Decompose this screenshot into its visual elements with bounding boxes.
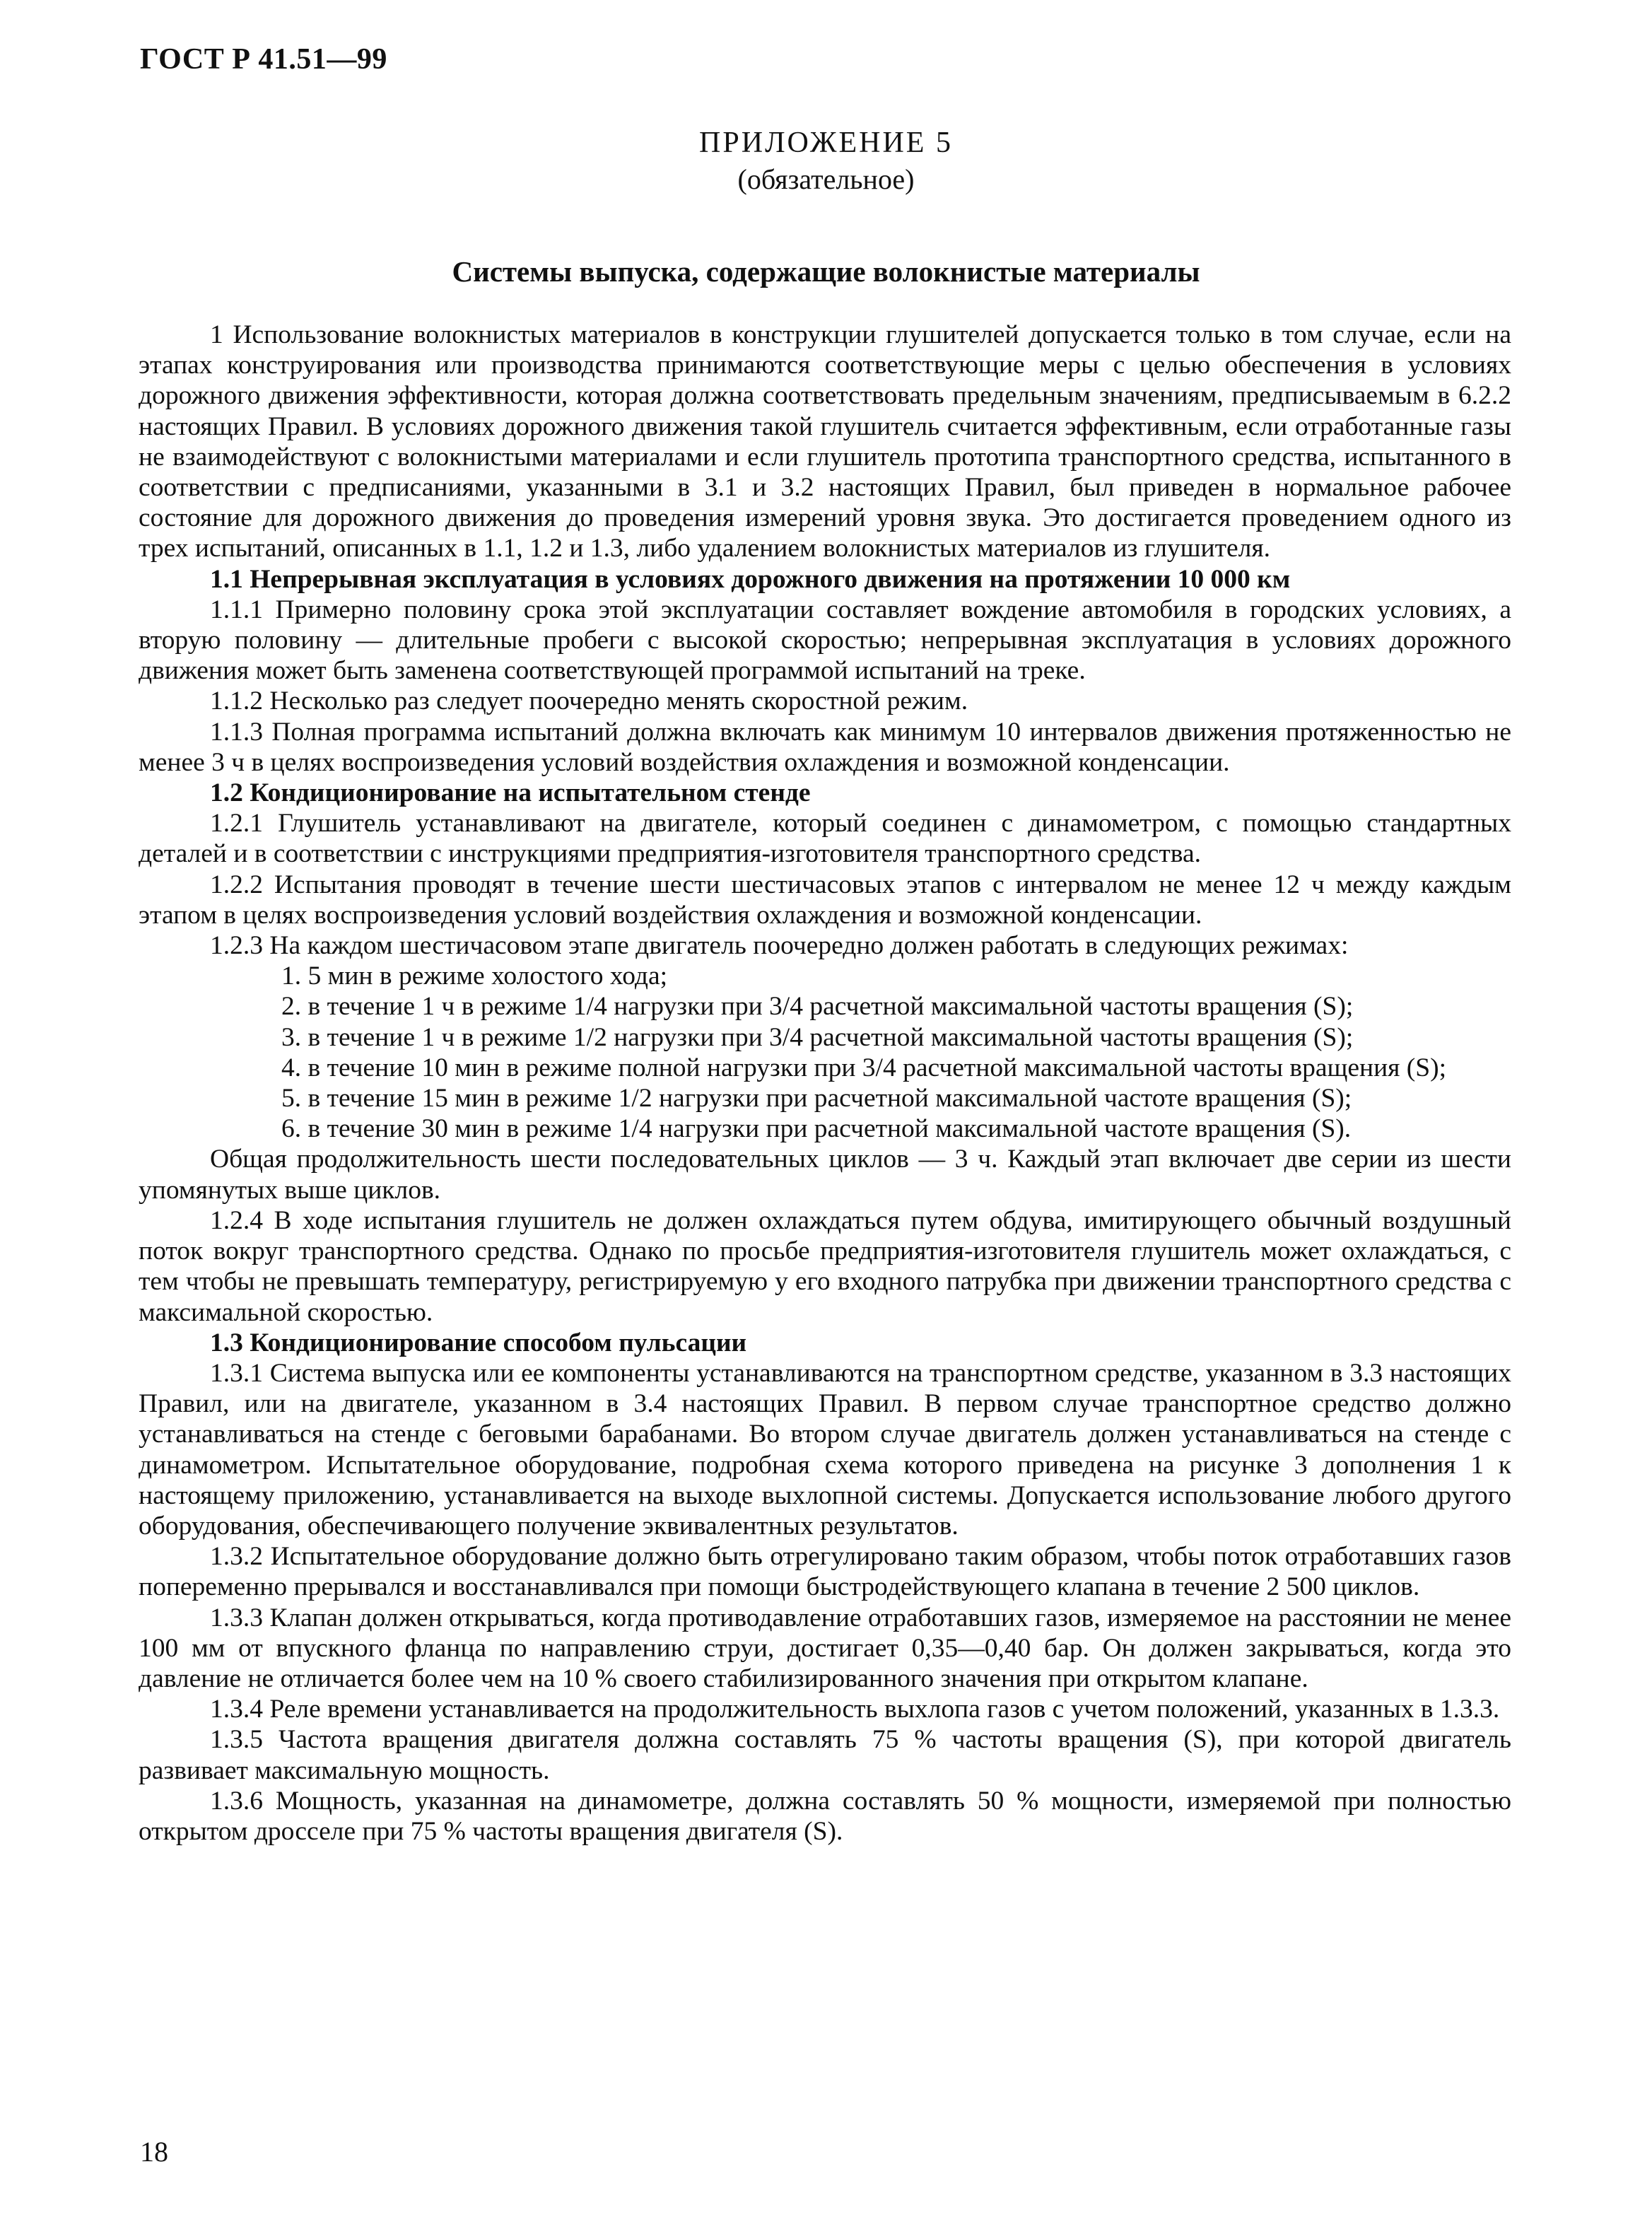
page-number: 18 [140, 2136, 168, 2168]
list-item-6: 6. в течение 30 мин в режиме 1/4 нагрузки при расчетной максимальной частоте вращения (S). [281, 1114, 1352, 1144]
appendix-subtitle: (обязательное) [737, 163, 915, 195]
paragraph-1-2-1: 1.2.1 Глушитель устанавливают на двигателе, который соединен с динамометром, с помощью стандартных деталей и в соответствии с инструкциями предприятия-изготовителя транспортного средства. [139, 809, 1511, 869]
paragraph-1-2-3: 1.2.3 На каждом шестичасовом этапе двигатель поочередно должен работать в следующих режимах: [210, 931, 1349, 961]
paragraph-1-2-3-summary: Общая продолжительность шести последовательных циклов — 3 ч. Каждый этап включает две серии из шести упомянутых выше циклов. [139, 1145, 1511, 1205]
subheading-1-3: 1.3 Кондиционирование способом пульсации [210, 1328, 747, 1357]
subheading-1-1: 1.1 Непрерывная эксплуатация в условиях дорожного движения на протяжении 10 000 км [210, 564, 1291, 594]
list-item-5: 5. в течение 15 мин в режиме 1/2 нагрузки при расчетной максимальной частоте вращения (S); [281, 1084, 1352, 1114]
paragraph-1-1-3: 1.1.3 Полная программа испытаний должна включать как минимум 10 интервалов движения протяженностью не менее 3 ч в целях воспроизведения условий воздействия охлаждения и возможной конденсации. [139, 717, 1511, 777]
paragraph-1-3-4: 1.3.4 Реле времени устанавливается на продолжительность выхлопа газов с учетом положений, указанных в 1.3.3. [210, 1695, 1500, 1724]
body-text [139, 320, 1511, 1847]
paragraph-1-3-1: 1.3.1 Система выпуска или ее компоненты устанавливаются на транспортном средстве, указанном в 3.3 настоящих Правил, или на двигателе, указанном в 3.4 настоящих Правил. В первом случае транспортное средство должно устанавливаться на стенде с беговыми барабанами. Во втором случае двигатель должен устанавливаться на стенде с динамометром. Испытательное оборудование, подробная схема которого приведена на рисунке 3 дополнения 1 к настоящему приложению, устанавливается на выходе выхлопной системы. Допускается использование любого другого оборудования, обеспечивающего получение эквивалентных результатов. [139, 1358, 1511, 1541]
document-code: ГОСТ Р 41.51—99 [140, 43, 387, 76]
paragraph-1-3-2: 1.3.2 Испытательное оборудование должно быть отрегулировано таким образом, чтобы поток отработавших газов попеременно прерывался и восстанавливался при помощи быстродействующего клапана в течение 2 500 циклов. [139, 1542, 1511, 1602]
list-item-1: 1. 5 мин в режиме холостого хода; [281, 961, 668, 991]
appendix-title: ПРИЛОЖЕНИЕ 5 [699, 127, 953, 159]
paragraph-1-1-1: 1.1.1 Примерно половину срока этой эксплуатации составляет вождение автомобиля в городских условиях, а вторую половину — длительные пробеги с высокой скоростью; непрерывная эксплуатация в условиях дорожного движения может быть заменена соответствующей программой испытаний на треке. [139, 595, 1511, 686]
paragraph-1-1-2: 1.1.2 Несколько раз следует поочередно менять скоростной режим. [210, 686, 968, 716]
list-item-4: 4. в течение 10 мин в режиме полной нагрузки при 3/4 расчетной максимальной частоты вращения (S); [281, 1053, 1447, 1082]
paragraph-1-3-3: 1.3.3 Клапан должен открываться, когда противодавление отработавших газов, измеряемое на расстоянии не менее 100 мм от впускного фланца по направлению струи, достигает 0,35—0,40 бар. Он должен закрываться, когда это давление не отличается более чем на 10 % своего стабилизированного значения при открытом клапане. [139, 1603, 1511, 1693]
paragraph-1-3-5: 1.3.5 Частота вращения двигателя должна составлять 75 % частоты вращения (S), при которой двигатель развивает максимальную мощность. [139, 1725, 1511, 1785]
subheading-1-2: 1.2 Кондиционирование на испытательном стенде [210, 778, 811, 808]
paragraph-1-3-6: 1.3.6 Мощность, указанная на динамометре, должна составлять 50 % мощности, измеряемой при полностью открытом дросселе при 75 % частоты вращения двигателя (S). [139, 1786, 1511, 1846]
paragraph-1-2-2: 1.2.2 Испытания проводят в течение шести шестичасовых этапов с интервалом не менее 12 ч между каждым этапом в целях воспроизведения условий воздействия охлаждения и возможной конденсации. [139, 870, 1511, 930]
paragraph-1: 1 Использование волокнистых материалов в конструкции глушителей допускается только в том случае, если на этапах конструирования или производства принимаются соответствующие меры с целью обеспечения в условиях дорожного движения эффективности, которая должна соответствовать предельным значениям, предписываемым в 6.2.2 настоящих Правил. В условиях дорожного движения такой глушитель считается эффективным, если отработанные газы не взаимодействуют с волокнистыми материалами и если глушитель прототипа транспортного средства, испытанного в соответствии с предписаниями, указанными в 3.1 и 3.2 настоящих Правил, был приведен в нормальное рабочее состояние для дорожного движения до проведения измерений уровня звука. Это достигается проведением одного из трех испытаний, описанных в 1.1, 1.2 и 1.3, либо удалением волокнистых материалов из глушителя. [139, 320, 1511, 563]
paragraph-1-2-4: 1.2.4 В ходе испытания глушитель не должен охлаждаться путем обдува, имитирующего обычный воздушный поток вокруг транспортного средства. Однако по просьбе предприятия-изготовителя глушитель может охлаждаться, с тем чтобы не превышать температуру, регистрируемую у его входного патрубка при движении транспортного средства с максимальной скоростью. [139, 1205, 1511, 1327]
appendix-heading: Системы выпуска, содержащие волокнистые материалы [452, 255, 1200, 288]
list-item-2: 2. в течение 1 ч в режиме 1/4 нагрузки при 3/4 расчетной максимальной частоты вращения (S); [281, 992, 1354, 1022]
list-item-3: 3. в течение 1 ч в режиме 1/2 нагрузки при 3/4 расчетной максимальной частоты вращения (S); [281, 1022, 1354, 1052]
